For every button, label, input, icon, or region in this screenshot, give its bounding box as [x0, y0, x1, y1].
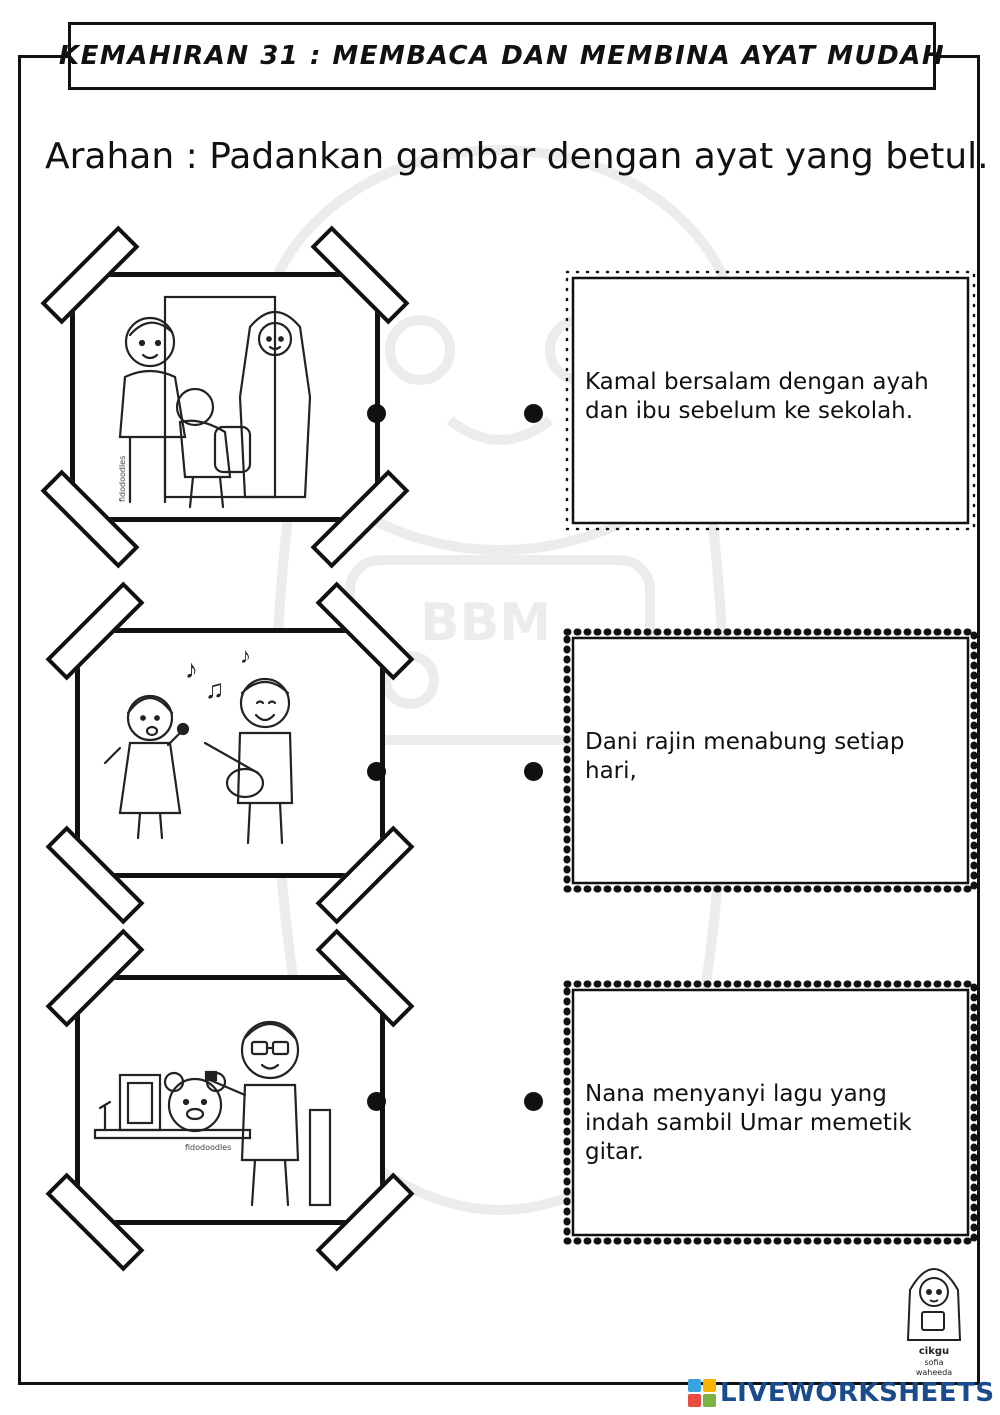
sentence-text: Nana menyanyi lagu yang indah sambil Umar memetik gitar.: [585, 1081, 912, 1165]
title-box: [58, 22, 946, 90]
picture-1-match-dot[interactable]: [367, 404, 386, 423]
sentence-text: Kamal bersalam dengan ayah dan ibu sebelum ke sekolah.: [585, 369, 929, 424]
sentence-box-2[interactable]: [563, 628, 978, 893]
family-salam-icon: [75, 277, 375, 517]
svg-text:waheeda: waheeda: [915, 1368, 953, 1377]
picture-3-match-dot[interactable]: [367, 1092, 386, 1111]
singing-guitar-icon: [80, 633, 380, 873]
picture-card-2[interactable]: [75, 628, 385, 878]
saving-money-icon: [80, 980, 380, 1220]
music-note-icon: ♪: [185, 654, 198, 684]
credit-label: fidodoodles: [118, 455, 127, 502]
instruction-text: Arahan : Padankan gambar dengan ayat yang betul.: [45, 136, 989, 177]
credit-label: fidodoodles: [185, 1143, 232, 1152]
watermark-text: BBM: [420, 593, 552, 653]
svg-text:cikgu: cikgu: [918, 1346, 950, 1357]
sentence-1-match-dot[interactable]: [524, 404, 543, 423]
music-note-icon: ♪: [240, 643, 251, 668]
picture-frame: [75, 628, 385, 878]
music-note-icon: ♫: [205, 674, 225, 704]
sentence-box-3[interactable]: [563, 980, 978, 1245]
sentence-2-match-dot[interactable]: [524, 762, 543, 781]
page-title: KEMAHIRAN 31 : MEMBACA DAN MEMBINA AYAT MUDAH: [58, 41, 946, 71]
picture-card-3[interactable]: [75, 975, 385, 1225]
picture-frame: [75, 975, 385, 1225]
sentence-3-match-dot[interactable]: [524, 1092, 543, 1111]
svg-text:sofia: sofia: [924, 1358, 944, 1367]
brand-text: LIVEWORKSHEETS: [720, 1378, 995, 1408]
sentence-text: Dani rajin menabung setiap hari,: [585, 729, 905, 784]
sentence-box-1[interactable]: [563, 268, 978, 533]
picture-2-match-dot[interactable]: [367, 762, 386, 781]
mascot-logo-icon: [898, 1250, 970, 1378]
liveworksheets-logo[interactable]: [688, 1378, 995, 1408]
picture-frame: [70, 272, 380, 522]
liveworksheets-mark-icon: [688, 1379, 716, 1407]
picture-card-1[interactable]: [70, 272, 380, 522]
